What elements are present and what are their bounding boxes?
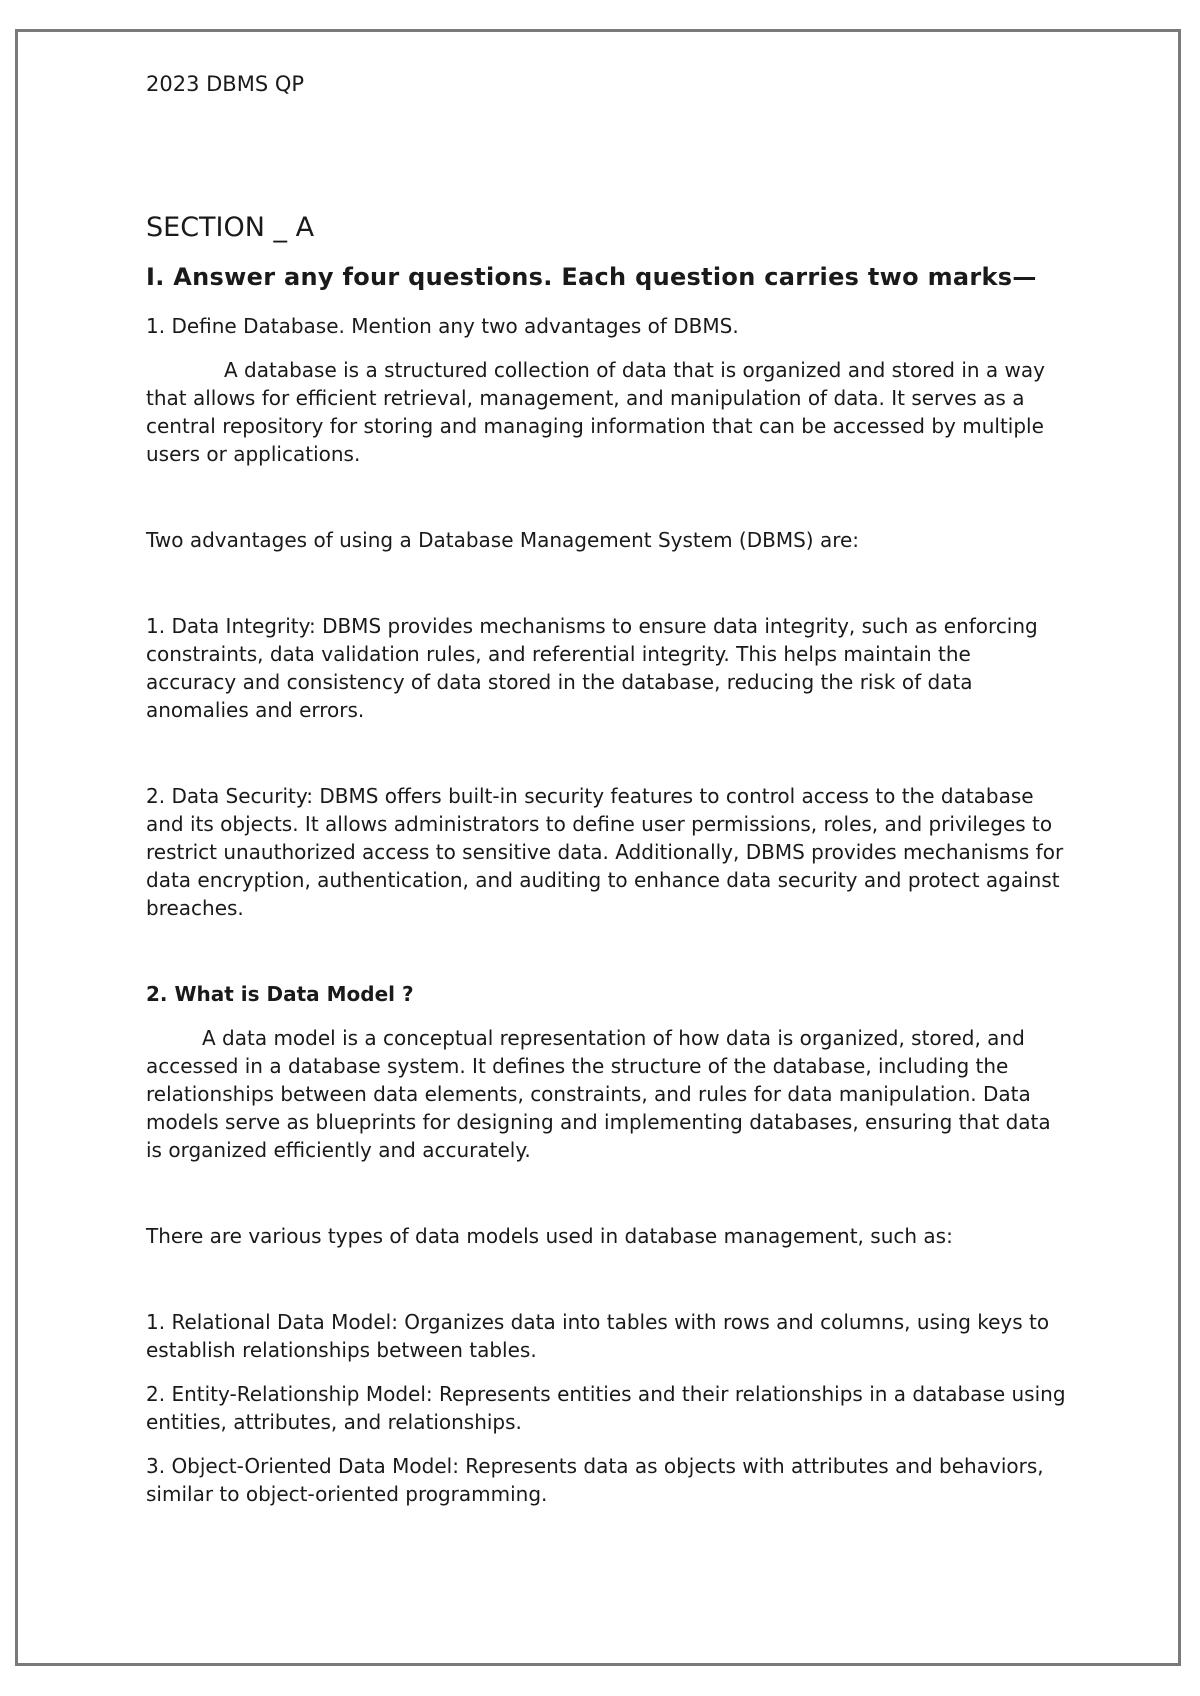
answer-2-definition: A data model is a conceptual representation of how data is organized, stored, and accessed in a database system. It defines the structure of the database, including the relationships between data elements, constraints, and rules for data manipulation. Data models serve as blueprints for designing and implementing databases, ensuring that data is organized efficiently and accurately. bbox=[146, 1026, 1051, 1162]
list-item-er-model: 2. Entity-Relationship Model: Represents entities and their relationships in a database using entities, attributes, and relationships. bbox=[146, 1382, 1066, 1434]
document-body bbox=[146, 68, 1066, 1508]
instruction-line: I. Answer any four questions. Each question carries two marks— bbox=[146, 263, 1037, 291]
advantage-data-integrity: 1. Data Integrity: DBMS provides mechanisms to ensure data integrity, such as enforcing constraints, data validation rules, and referential integrity. This helps maintain the accuracy and consistency of data stored in the database, reducing the risk of data anomalies and errors. bbox=[146, 614, 1038, 722]
advantage-data-security: 2. Data Security: DBMS offers built-in security features to control access to the database and its objects. It allows administrators to define user permissions, roles, and privileges to restrict unauthorized access to sensitive data. Additionally, DBMS provides mechanisms for data encryption, authentication, and auditing to enhance data security and protect against breaches. bbox=[146, 784, 1064, 920]
question-2: 2. What is Data Model ? bbox=[146, 982, 414, 1006]
section-heading: SECTION _ A bbox=[146, 212, 315, 243]
answer-1-definition: A database is a structured collection of data that is organized and stored in a way that allows for efficient retrieval, management, and manipulation of data. It serves as a central repository for storing and managing information that can be accessed by multiple users or applications. bbox=[146, 358, 1045, 466]
document-header: 2023 DBMS QP bbox=[146, 72, 305, 96]
question-1: 1. Define Database. Mention any two advantages of DBMS. bbox=[146, 314, 739, 338]
data-model-types-intro: There are various types of data models used in database management, such as: bbox=[146, 1224, 953, 1248]
advantages-intro: Two advantages of using a Database Management System (DBMS) are: bbox=[146, 528, 860, 552]
list-item-relational-model: 1. Relational Data Model: Organizes data into tables with rows and columns, using keys to establish relationships between tables. bbox=[146, 1310, 1050, 1362]
list-item-object-oriented-model: 3. Object-Oriented Data Model: Represents data as objects with attributes and behaviors, similar to object-oriented programming. bbox=[146, 1454, 1044, 1506]
